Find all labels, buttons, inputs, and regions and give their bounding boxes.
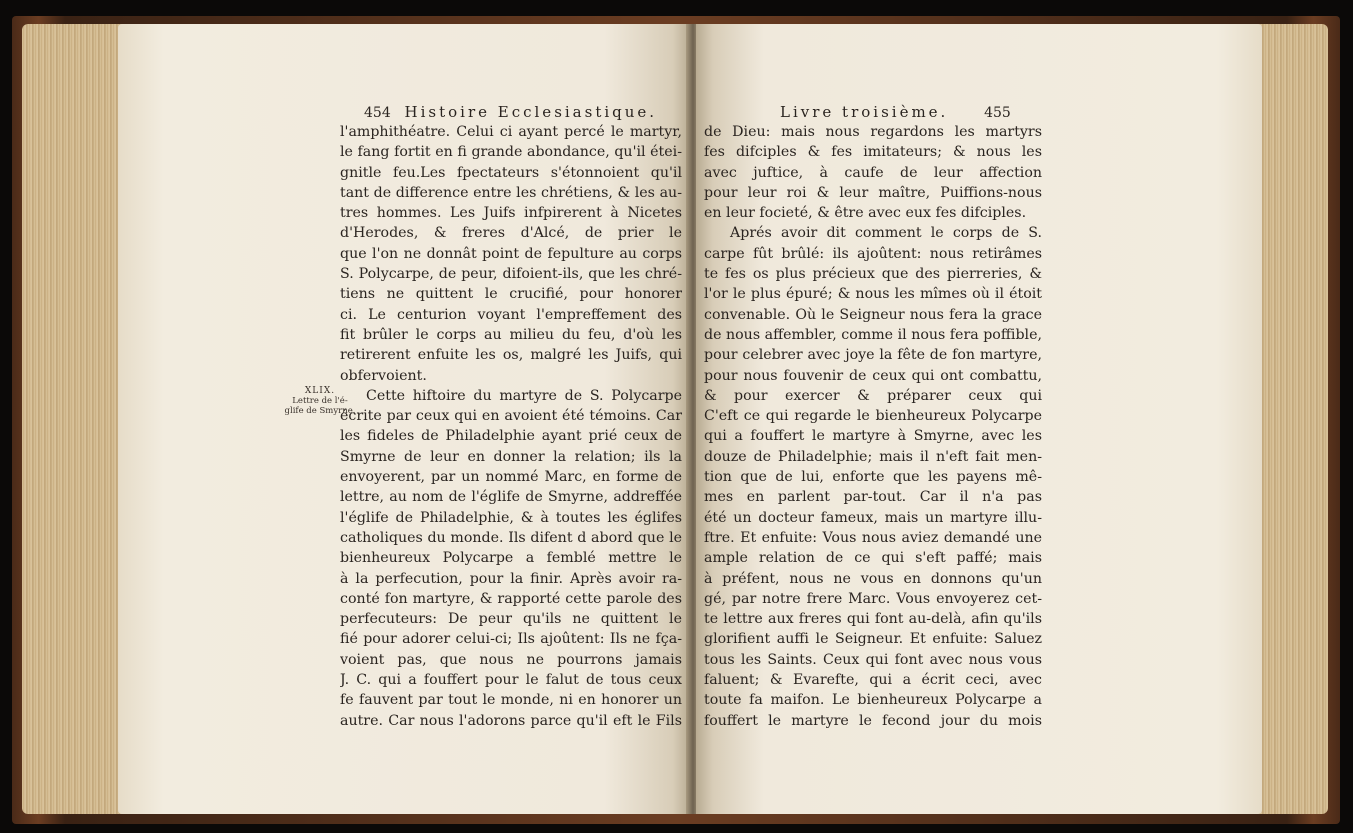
text-line: pour nous fouvenir de ceux qui ont combattu,: [704, 367, 1042, 384]
text-line: que l'on ne donnât point de fepulture au corps: [340, 245, 682, 262]
text-line: en leur focieté, & être avec eux fes difciples.: [704, 205, 1027, 222]
text-line: perfecuteurs: De peur qu'ils ne quittent le: [340, 611, 682, 628]
text-line: Aprés avoir dit comment le corps de S.: [730, 225, 1042, 242]
text-line: J. C. qui a fouffert pour le falut de tous ceux: [340, 672, 682, 689]
text-line: tion que de lui, enforte que les payens mê-: [704, 469, 1042, 486]
text-line: convenable. Où le Seigneur nous fera la grace: [704, 306, 1042, 323]
text-line: Smyrne de leur en donner la relation; ils la: [340, 448, 682, 465]
right-running-head: [780, 103, 1011, 121]
text-line: de Dieu: mais nous regardons les martyrs: [704, 124, 1042, 140]
margin-note-line: glife de Smyrne.: [284, 406, 356, 416]
text-line: ftre. Et enfuite: Vous nous aviez demandé une: [704, 529, 1042, 546]
text-line: C'eft ce qui regarde le bienheureux Polycarpe: [704, 408, 1042, 425]
text-line: lettre, au nom de l'églife de Smyrne, addreffée: [340, 489, 682, 506]
text-line: bienheureux Polycarpe a femblé mettre le: [340, 550, 682, 567]
text-line: S. Polycarpe, de peur, difoient-ils, que les chré-: [340, 266, 682, 283]
text-line: toute fa maifon. Le bienheureux Polycarpe a: [704, 692, 1042, 709]
right-running-title: Livre troisième.: [780, 103, 949, 121]
text-line: à la perfecution, pour la finir. Après avoir ra-: [340, 570, 682, 587]
text-line: d'Herodes, & freres d'Alcé, de prier le: [340, 225, 682, 242]
text-line: le fang fortit en fi grande abondance, qu'il étei-: [340, 144, 682, 161]
text-line: qui a fouffert le martyre à Smyrne, avec les: [704, 428, 1042, 445]
text-line: fe fauvent par tout le monde, ni en honorer un: [340, 692, 682, 709]
text-line: tres hommes. Les Juifs infpirerent à Nicetes: [340, 205, 682, 222]
left-running-title: Histoire Ecclesiastique.: [404, 103, 658, 121]
text-line: & pour exercer & préparer ceux qui: [704, 387, 1042, 404]
text-line: gé, par notre frere Marc. Vous envoyerez cet-: [704, 590, 1042, 607]
left-page: [118, 24, 690, 814]
text-line: fes difciples & fes imitateurs; & nous les: [704, 144, 1042, 161]
text-line: gnitle feu.Les fpectateurs s'étonnoient qu'il: [340, 164, 682, 181]
text-line: fié pour adorer celui-ci; Ils ajoûtent: Ils ne fça-: [340, 631, 682, 648]
text-line: catholiques du monde. Ils difent d abord que le: [340, 529, 682, 546]
left-running-head: [364, 103, 657, 121]
text-line: envoyerent, par un nommé Marc, en forme de: [340, 469, 682, 486]
text-line: mes en parlent par-tout. Car il n'a pas: [704, 489, 1042, 506]
text-line: été un docteur fameux, mais un martyre illu-: [704, 509, 1042, 526]
text-line: l'amphithéatre. Celui ci ayant percé le martyr,: [340, 124, 682, 140]
text-line: pour celebrer avec joye la fête de fon martyre,: [704, 347, 1042, 364]
text-line: te fes os plus précieux que des pierreries, &: [704, 266, 1042, 283]
text-line: les fideles de Philadelphie ayant prié ceux de: [340, 428, 682, 445]
text-line: pour leur roi & leur maître, Puiffions-nous: [704, 184, 1042, 201]
text-line: l'or le plus épuré; & nous les mîmes où il étoit: [704, 286, 1042, 303]
left-page-body: [340, 122, 682, 731]
text-line: tous les Saints. Ceux qui font avec nous vous: [704, 651, 1042, 668]
text-line: fouffert le martyre le fecond jour du mois: [704, 712, 1042, 729]
text-line: de nous affembler, comme il nous fera poffible,: [704, 326, 1042, 343]
text-line: retirerent enfuite les os, malgré les Juifs, qui: [340, 347, 682, 364]
text-line: carpe fût brûlé: ils ajoûtent: nous retirâmes: [704, 245, 1042, 262]
text-line: douze de Philadelphie; mais il n'eft fait men-: [704, 448, 1042, 465]
text-line: conté fon martyre, & rapporté cette parole des: [340, 590, 682, 607]
text-line: fit brûler le corps au milieu du feu, d'où les: [340, 326, 682, 343]
text-line: tiens ne quittent le crucifié, pour honorer: [340, 286, 682, 303]
right-page-number: 455: [984, 105, 1011, 121]
text-line: avec juftice, à caufe de leur affection: [704, 164, 1042, 181]
text-line: te lettre aux freres qui font au-delà, afin qu'ils: [704, 611, 1042, 628]
text-line: obfervoient.: [340, 367, 427, 384]
text-line: l'églife de Philadelphie, & à toutes les églifes: [340, 509, 682, 526]
right-page-body: [704, 122, 1042, 731]
margin-note-number: XLIX.: [304, 386, 336, 396]
text-line: ci. Le centurion voyant l'empreffement des: [340, 306, 682, 323]
left-page-number: 454: [364, 105, 391, 121]
text-line: autre. Car nous l'adorons parce qu'il eft le Fils: [340, 712, 682, 729]
right-page: [696, 24, 1262, 814]
right-page-edges: [1258, 24, 1328, 814]
text-line: tant de difference entre les chrétiens, & les au-: [340, 184, 682, 201]
text-line: voient pas, que nous ne pourrons jamais: [340, 651, 682, 668]
text-line: à préfent, nous ne vous en donnons qu'un: [704, 570, 1042, 587]
text-line: écrite par ceux qui en avoient été témoins. Car: [340, 408, 682, 425]
margin-note-line: Lettre de l'é-: [292, 396, 348, 406]
text-line: ample relation de ce qui s'eft paffé; mais: [704, 550, 1042, 567]
text-line: Cette hiftoire du martyre de S. Polycarpe: [366, 387, 682, 404]
text-line: faluent; & Evarefte, qui a écrit ceci, avec: [704, 672, 1042, 689]
text-line: glorifient auffi le Seigneur. Et enfuite: Saluez: [704, 631, 1042, 648]
